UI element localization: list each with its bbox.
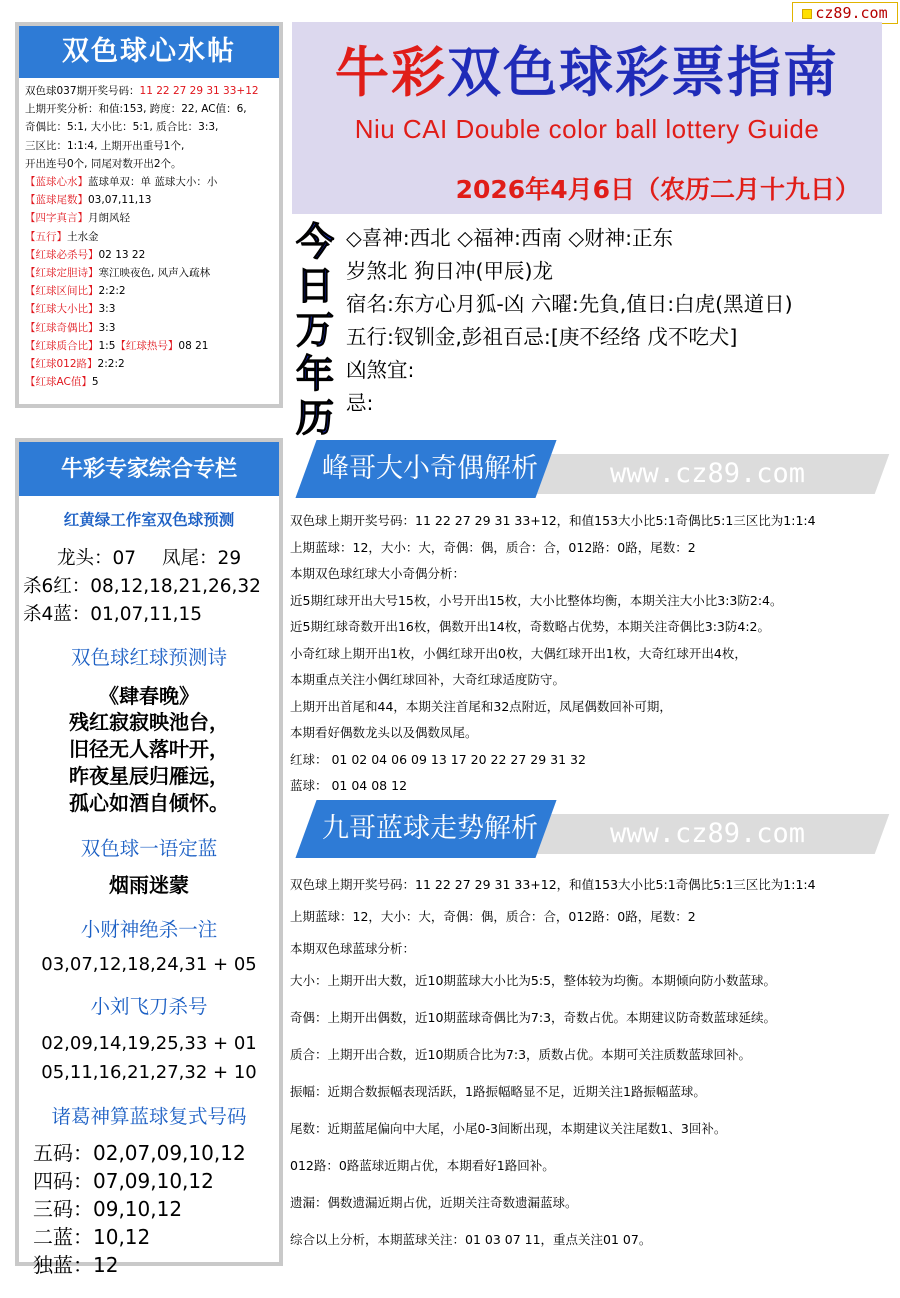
- tip-value: 1:5: [98, 339, 116, 352]
- tip-label: 【红球大小比】: [25, 303, 99, 316]
- tip-value: 寒江映夜色, 风声入疏林: [98, 267, 211, 280]
- tip-value: 3:3: [98, 303, 116, 316]
- almanac-line: 宿名:东方心月狐-凶 六曜:先負,值日:白虎(黑道日): [346, 292, 793, 316]
- analysis-line: 奇偶：上期开出偶数，近10期蓝球奇偶比为7:3，奇数占优。本期建议防奇数蓝球延续。: [290, 1010, 777, 1025]
- section1-url[interactable]: www.cz89.com: [610, 458, 806, 489]
- banner-date: 2026年4月6日（农历二月十九日）: [455, 175, 860, 204]
- analysis-line: 质合：上期开出合数，近10期质合比为7:3，质数占优。本期可关注质数蓝球回补。: [290, 1047, 752, 1062]
- kill-blue: 杀4蓝：01,07,11,15: [23, 604, 203, 625]
- tip-row: [25, 228, 273, 246]
- analysis-line: 近5期红球开出大号15枚，小号开出15枚，大小比整体均衡，本期关注大小比3:3防2:4。: [290, 592, 783, 608]
- tip-label: 【红球热号】: [115, 339, 179, 352]
- tip-row: [25, 264, 273, 282]
- zhuge-title: 诸葛神算蓝球复式号码: [51, 1105, 247, 1128]
- analysis-line: 012路：0路蓝球近期占优，本期看好1路回补。: [290, 1158, 555, 1173]
- almanac-label-char: 今: [295, 219, 334, 264]
- zhuge-line: 独蓝：12: [33, 1253, 119, 1277]
- analysis-line: 小奇红球上期开出1枚，小偶红球开出0枚，大偶红球开出1枚，大奇红球开出4枚，: [290, 645, 747, 661]
- banner-title: [292, 30, 882, 107]
- studio-title: 红黄绿工作室双色球预测: [63, 511, 235, 529]
- analysis-line: 红球： 01 02 04 06 09 13 17 20 22 27 29 31 32: [290, 751, 586, 767]
- tip-label: 【五行】: [25, 230, 67, 243]
- tip-label: 【红球必杀号】: [25, 248, 99, 261]
- badge-square-icon: [802, 9, 812, 19]
- knife-lines: [19, 1029, 279, 1087]
- tip-label: 【红球012路】: [25, 358, 98, 371]
- expert-panel-title: 牛彩专家综合专栏: [19, 442, 279, 496]
- summary-row: [25, 118, 273, 136]
- tip-row: [25, 282, 273, 300]
- poem-line: 旧径无人落叶开，: [69, 737, 229, 761]
- badge-text: cz89.com: [815, 4, 888, 22]
- analysis-line: 遗漏：偶数遗漏近期占优，近期关注奇数遗漏蓝球。: [290, 1195, 578, 1210]
- poem-lines: [19, 709, 279, 817]
- tip-label: 【蓝球心水】: [25, 176, 88, 189]
- tip-label: 【红球AC值】: [25, 376, 92, 389]
- tip-label: 【红球区间比】: [25, 285, 99, 298]
- analysis-line: 本期双色球红球大小奇偶分析：: [290, 566, 466, 581]
- summary-text: 奇偶比：5:1, 大小比：5:1, 质合比：3:3,: [25, 121, 219, 134]
- section2-url[interactable]: www.cz89.com: [610, 818, 806, 849]
- summary-row: [25, 155, 273, 173]
- section1-title: 峰哥大小奇偶解析: [322, 453, 538, 484]
- almanac-label-char: 历: [295, 395, 334, 440]
- tip-row: [25, 319, 273, 337]
- almanac-label-char: 日: [295, 263, 334, 308]
- kill-one-title: 小财神绝杀一注: [80, 918, 218, 941]
- tip-row: [25, 300, 273, 318]
- knife-line: 05,11,16,21,27,32 + 10: [41, 1062, 257, 1083]
- kill-one: 03,07,12,18,24,31 + 05: [41, 954, 257, 975]
- analysis-line: 尾数：近期蓝尾偏向中大尾，小尾0-3间断出现，本期建议关注尾数1、3回补。: [290, 1121, 727, 1136]
- guide-banner: [292, 22, 882, 214]
- summary-row: [25, 100, 273, 118]
- analysis-line: 振幅：近期合数振幅表现活跃，1路振幅略显不足，近期关注1路振幅蓝球。: [290, 1084, 706, 1099]
- analysis-line: 双色球上期开奖号码：11 22 27 29 31 33+12，和值153大小比5:1奇偶比5:1三区比为1:1:4: [290, 877, 816, 892]
- tip-value: 03,07,11,13: [88, 194, 152, 207]
- tip-row: [25, 173, 273, 191]
- analysis-line: 本期看好偶数龙头以及偶数凤尾。: [290, 725, 478, 740]
- summary-text: 开出连号0个, 同尾对数开出2个。: [25, 157, 182, 170]
- tip-value: 02 13 22: [98, 248, 146, 261]
- analysis-line: 本期重点关注小偶红球回补，大奇红球适度防守。: [290, 672, 566, 687]
- section2-header: [292, 800, 882, 860]
- tip-row: [25, 246, 273, 264]
- analysis-line: 双色球上期开奖号码：11 22 27 29 31 33+12，和值153大小比5:1奇偶比5:1三区比为1:1:4: [290, 513, 816, 528]
- zhuge-line: 四码：07,09,10,12: [33, 1169, 214, 1193]
- summary-text: 上期开奖分析：和值:153, 跨度：22, AC值：6,: [25, 103, 247, 116]
- tip-label: 【四字真言】: [25, 212, 88, 225]
- tip-label: 【红球定胆诗】: [25, 267, 99, 280]
- analysis-line: 本期双色球蓝球分析：: [290, 941, 416, 956]
- site-badge[interactable]: [792, 2, 898, 24]
- tip-value: 蓝球单双：单 蓝球大小：小: [88, 176, 218, 189]
- heart-tips-body: [19, 78, 279, 391]
- tip-value: 月朗风轻: [88, 212, 130, 225]
- banner-title-red: 牛彩: [335, 40, 447, 104]
- analysis-line: 综合以上分析，本期蓝球关注：01 03 07 11，重点关注01 07。: [290, 1232, 652, 1247]
- analysis-line: 上期蓝球：12，大小：大，奇偶：偶，质合：合，012路：0路，尾数：2: [290, 539, 696, 555]
- almanac-label-char: 万: [295, 307, 334, 352]
- section2-title: 九哥蓝球走势解析: [322, 813, 538, 844]
- kill-red: 杀6红：08,12,18,21,26,32: [23, 576, 261, 597]
- almanac-label-char: 年: [295, 351, 334, 396]
- summary-row: [25, 82, 273, 100]
- summary-value: 11 22 27 29 31 33+12: [139, 85, 259, 97]
- tip-row: [25, 373, 273, 391]
- poem-title: 双色球红球预测诗: [70, 646, 227, 669]
- summary-label: 双色球037期开奖号码：: [25, 85, 140, 97]
- heart-tips-title: 双色球心水帖: [19, 26, 279, 78]
- analysis-line: 上期蓝球：12，大小：大，奇偶：偶，质合：合，012路：0路，尾数：2: [290, 909, 696, 924]
- poem-line: 孤心如酒自倾怀。: [69, 791, 229, 815]
- poem-line: 残红寂寂映池台，: [69, 710, 229, 734]
- section2-analysis: [290, 876, 890, 1268]
- almanac-line: 五行:钗钏金,彭祖百忌:[庚不经络 戊不吃犬]: [346, 325, 738, 349]
- knife-title: 小刘飞刀杀号: [90, 995, 208, 1018]
- one-word-title: 双色球一语定蓝: [80, 837, 218, 860]
- almanac-line: 忌:: [346, 391, 374, 415]
- dragon-head: 龙头：07: [57, 548, 137, 569]
- section1-analysis: [290, 508, 890, 800]
- tip-row: [25, 355, 273, 373]
- phoenix-tail: 凤尾：29: [162, 548, 242, 569]
- tip-value: 08 21: [178, 339, 209, 352]
- tip-value: 2:2:2: [98, 285, 126, 298]
- zhuge-lines: [19, 1139, 279, 1279]
- summary-text: 三区比：1:1:4, 上期开出重号1个,: [25, 139, 185, 152]
- zhuge-line: 三码：09,10,12: [33, 1197, 183, 1221]
- almanac-line: 凶煞宜:: [346, 358, 415, 382]
- almanac-line: 岁煞北 狗日冲(甲辰)龙: [346, 259, 554, 283]
- tip-value: 2:2:2: [97, 358, 125, 371]
- zhuge-line: 五码：02,07,09,10,12: [33, 1141, 246, 1165]
- tip-row: [25, 337, 273, 355]
- banner-subtitle: Niu CAI Double color ball lottery Guide: [354, 114, 820, 144]
- tip-value: 3:3: [98, 321, 116, 334]
- tip-value: 土水金: [67, 230, 99, 243]
- expert-panel-body: [19, 508, 279, 1279]
- tip-label: 【红球质合比】: [25, 339, 99, 352]
- analysis-line: 大小：上期开出大数，近10期蓝球大小比为5:5，整体较为均衡。本期倾向防小数蓝球。: [290, 973, 777, 988]
- analysis-line: 近5期红球奇数开出16枚，偶数开出14枚，奇数略占优势，本期关注奇偶比3:3防4:2。: [290, 619, 771, 634]
- almanac-lines: [346, 222, 886, 420]
- tip-label: 【蓝球尾数】: [25, 194, 88, 207]
- tip-value: 5: [91, 376, 99, 389]
- almanac-line: ◇喜神:西北 ◇福神:西南 ◇财神:正东: [346, 226, 674, 250]
- heart-tips-panel: [15, 22, 283, 408]
- almanac-vertical-label: [292, 220, 338, 440]
- head-tail-row: [19, 544, 279, 570]
- section1-header: [292, 440, 882, 500]
- expert-panel: [15, 438, 283, 1277]
- knife-line: 02,09,14,19,25,33 + 01: [41, 1033, 257, 1054]
- zhuge-line: 二蓝：10,12: [33, 1225, 151, 1249]
- one-word: 烟雨迷蒙: [109, 873, 189, 897]
- summary-row: [25, 137, 273, 155]
- tip-row: [25, 191, 273, 209]
- poem-name: 《肆春晚》: [99, 684, 199, 708]
- tip-label: 【红球奇偶比】: [25, 321, 99, 334]
- poem-line: 昨夜星辰归雁远，: [69, 764, 229, 788]
- analysis-line: 蓝球： 01 04 08 12: [290, 778, 408, 793]
- tip-row: [25, 209, 273, 227]
- banner-title-blue: 双色球彩票指南: [447, 40, 839, 104]
- analysis-line: 上期开出首尾和44，本期关注首尾和32点附近，凤尾偶数回补可期，: [290, 698, 672, 714]
